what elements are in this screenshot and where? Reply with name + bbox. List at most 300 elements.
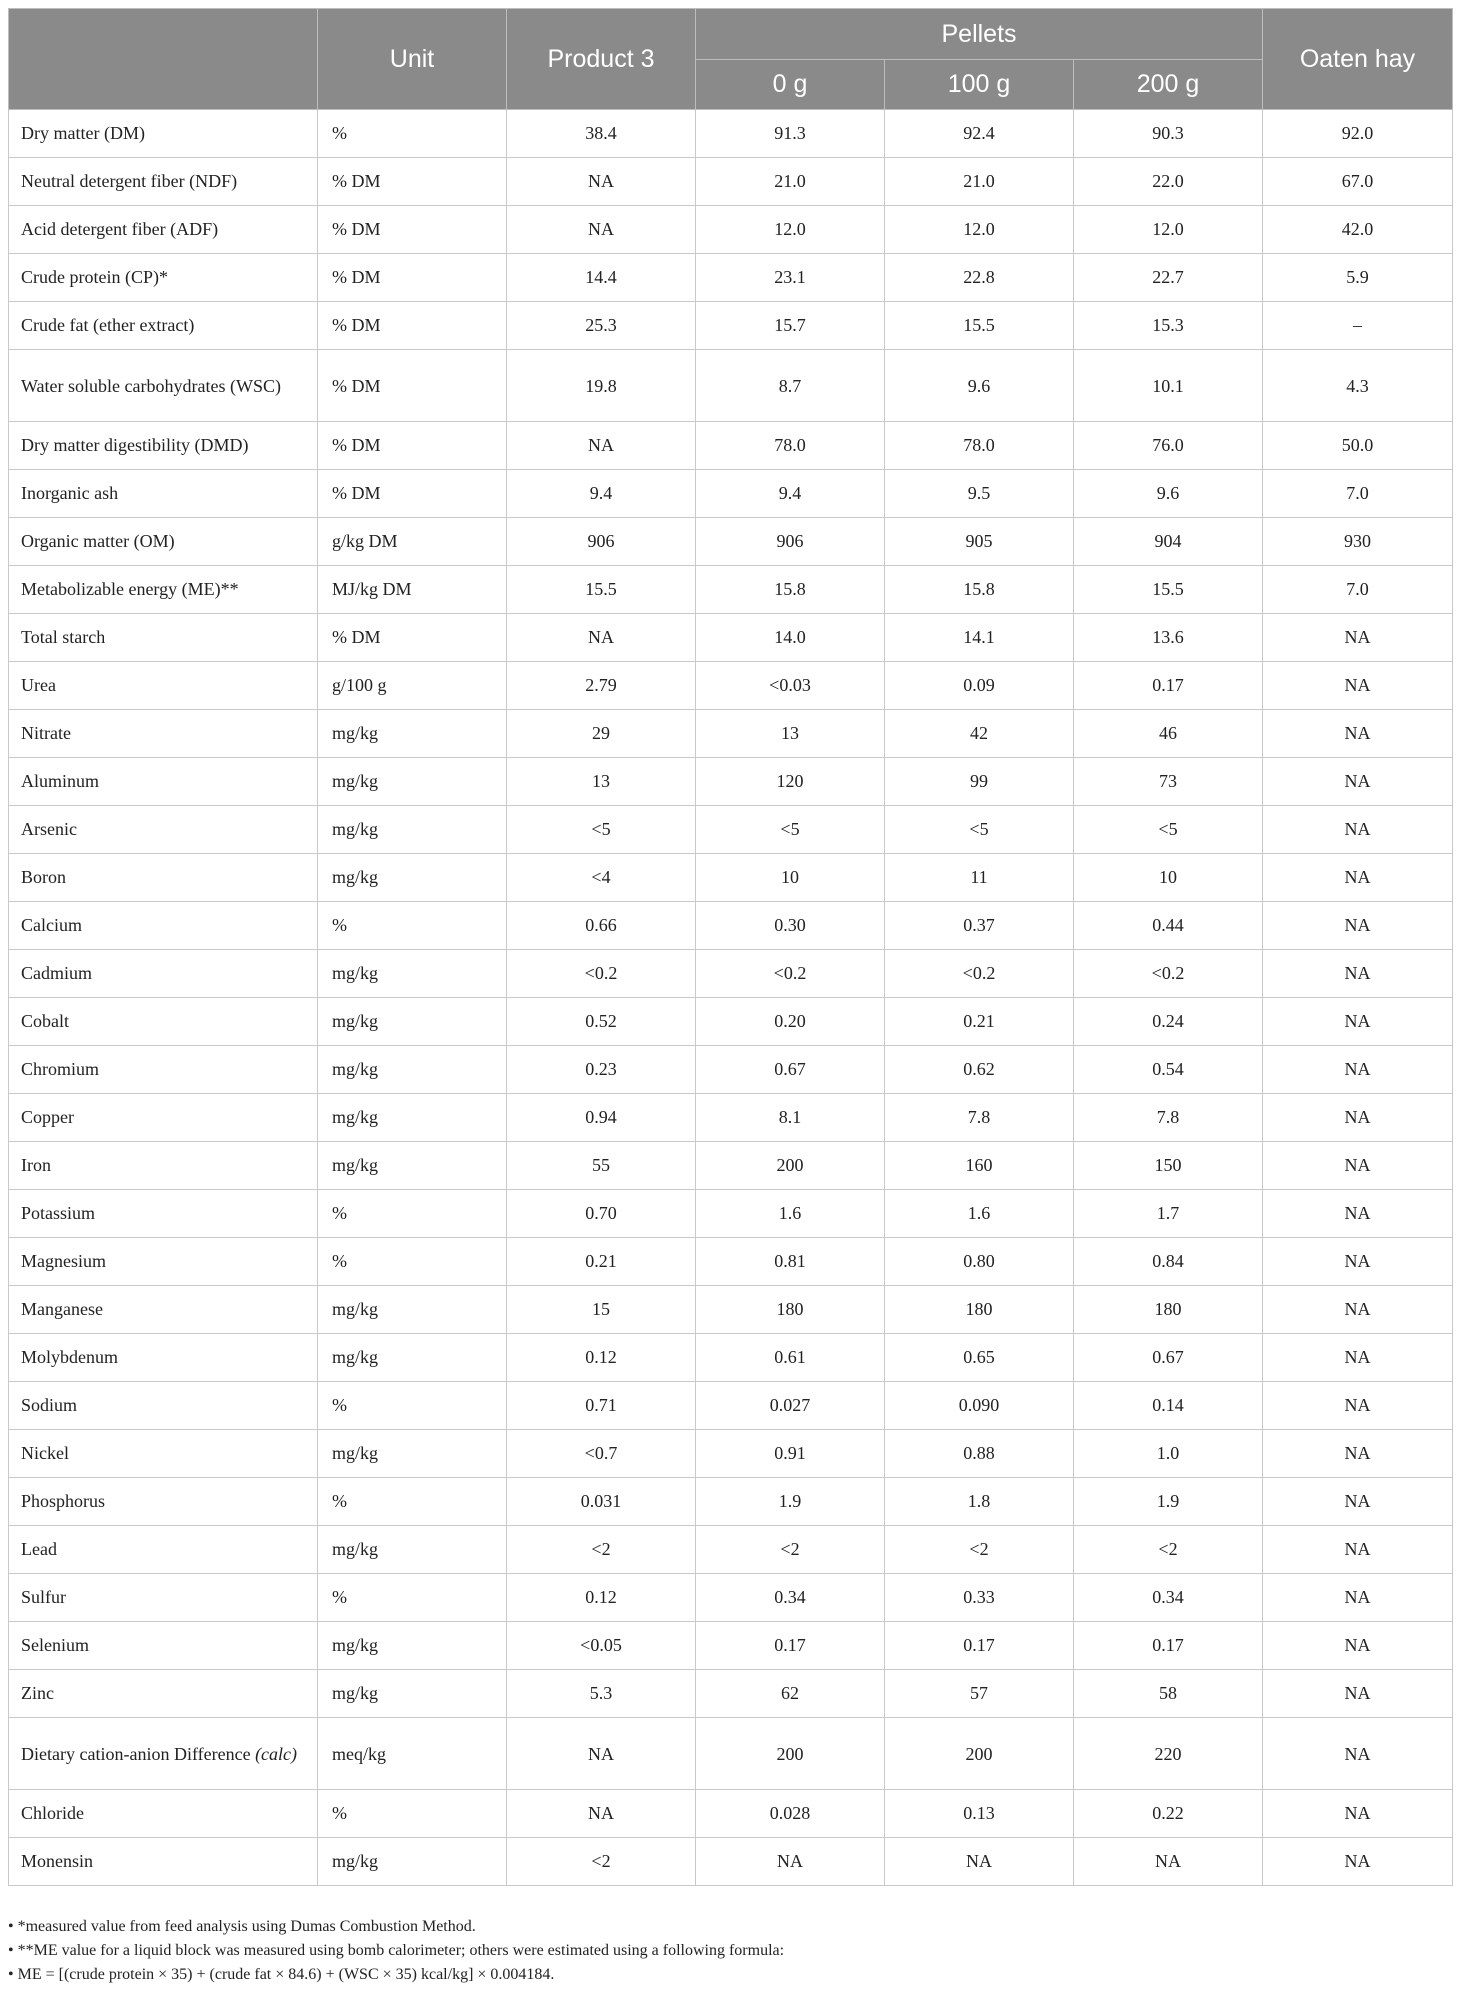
cell-product-3: 0.94: [507, 1094, 696, 1142]
table-row: [9, 662, 1453, 710]
cell-pellets-0g: <0.03: [696, 662, 885, 710]
cell-oaten-hay: NA: [1263, 1094, 1453, 1142]
cell-product-3: 14.4: [507, 254, 696, 302]
cell-oaten-hay: NA: [1263, 710, 1453, 758]
cell-unit: mg/kg: [318, 854, 507, 902]
cell-unit: mg/kg: [318, 998, 507, 1046]
cell-product-3: <0.2: [507, 950, 696, 998]
header-product-3: Product 3: [507, 9, 696, 110]
cell-product-3: 0.66: [507, 902, 696, 950]
cell-pellets-0g: <0.2: [696, 950, 885, 998]
cell-pellets-100g: 0.88: [885, 1430, 1074, 1478]
cell-pellets-0g: 23.1: [696, 254, 885, 302]
table-row: [9, 806, 1453, 854]
cell-pellets-0g: 91.3: [696, 110, 885, 158]
header-pellets-200g: 200 g: [1074, 60, 1263, 110]
cell-unit: mg/kg: [318, 1046, 507, 1094]
cell-pellets-100g: 0.17: [885, 1622, 1074, 1670]
cell-pellets-200g: 0.17: [1074, 662, 1263, 710]
cell-pellets-200g: 904: [1074, 518, 1263, 566]
cell-unit: mg/kg: [318, 758, 507, 806]
cell-pellets-200g: 7.8: [1074, 1094, 1263, 1142]
cell-parameter: Zinc: [9, 1670, 318, 1718]
cell-pellets-100g: 14.1: [885, 614, 1074, 662]
cell-unit: g/100 g: [318, 662, 507, 710]
cell-pellets-200g: 12.0: [1074, 206, 1263, 254]
cell-pellets-200g: 0.14: [1074, 1382, 1263, 1430]
cell-product-3: <5: [507, 806, 696, 854]
cell-pellets-200g: 150: [1074, 1142, 1263, 1190]
cell-pellets-100g: NA: [885, 1838, 1074, 1886]
cell-unit: meq/kg: [318, 1718, 507, 1790]
cell-oaten-hay: NA: [1263, 1574, 1453, 1622]
cell-pellets-200g: 180: [1074, 1286, 1263, 1334]
table-row: [9, 1526, 1453, 1574]
cell-pellets-200g: 15.5: [1074, 566, 1263, 614]
cell-parameter: Phosphorus: [9, 1478, 318, 1526]
cell-product-3: 38.4: [507, 110, 696, 158]
cell-pellets-200g: 22.7: [1074, 254, 1263, 302]
nutrient-composition-table: [8, 8, 1453, 1886]
cell-parameter: Dry matter (DM): [9, 110, 318, 158]
cell-pellets-100g: 0.65: [885, 1334, 1074, 1382]
cell-pellets-200g: 15.3: [1074, 302, 1263, 350]
cell-pellets-200g: 1.9: [1074, 1478, 1263, 1526]
table-row: [9, 110, 1453, 158]
cell-product-3: <4: [507, 854, 696, 902]
cell-pellets-0g: 0.20: [696, 998, 885, 1046]
cell-pellets-0g: <2: [696, 1526, 885, 1574]
cell-oaten-hay: 4.3: [1263, 350, 1453, 422]
cell-oaten-hay: NA: [1263, 1142, 1453, 1190]
cell-pellets-100g: 1.6: [885, 1190, 1074, 1238]
cell-oaten-hay: NA: [1263, 1430, 1453, 1478]
cell-oaten-hay: 67.0: [1263, 158, 1453, 206]
cell-parameter: Molybdenum: [9, 1334, 318, 1382]
cell-pellets-200g: 220: [1074, 1718, 1263, 1790]
table-row: [9, 1382, 1453, 1430]
cell-pellets-200g: 0.84: [1074, 1238, 1263, 1286]
table-row: [9, 710, 1453, 758]
cell-parameter: Potassium: [9, 1190, 318, 1238]
cell-pellets-0g: <5: [696, 806, 885, 854]
cell-oaten-hay: 930: [1263, 518, 1453, 566]
cell-pellets-200g: 10: [1074, 854, 1263, 902]
cell-pellets-100g: 0.37: [885, 902, 1074, 950]
table-row: [9, 1622, 1453, 1670]
cell-unit: mg/kg: [318, 1430, 507, 1478]
cell-pellets-100g: 42: [885, 710, 1074, 758]
cell-unit: %: [318, 110, 507, 158]
cell-product-3: 0.70: [507, 1190, 696, 1238]
cell-pellets-0g: 0.81: [696, 1238, 885, 1286]
cell-pellets-0g: 1.6: [696, 1190, 885, 1238]
table-row: [9, 1790, 1453, 1838]
cell-oaten-hay: NA: [1263, 662, 1453, 710]
cell-oaten-hay: NA: [1263, 950, 1453, 998]
cell-unit: mg/kg: [318, 1622, 507, 1670]
cell-oaten-hay: 50.0: [1263, 422, 1453, 470]
table-row: [9, 1430, 1453, 1478]
cell-parameter: Water soluble carbohydrates (WSC): [9, 350, 318, 422]
cell-product-3: 15: [507, 1286, 696, 1334]
cell-pellets-200g: 58: [1074, 1670, 1263, 1718]
cell-pellets-0g: 21.0: [696, 158, 885, 206]
cell-product-3: 9.4: [507, 470, 696, 518]
table-row: [9, 206, 1453, 254]
cell-oaten-hay: 42.0: [1263, 206, 1453, 254]
cell-pellets-100g: 12.0: [885, 206, 1074, 254]
cell-pellets-100g: 905: [885, 518, 1074, 566]
table-row: [9, 1334, 1453, 1382]
cell-pellets-200g: 73: [1074, 758, 1263, 806]
cell-parameter: Boron: [9, 854, 318, 902]
cell-oaten-hay: NA: [1263, 758, 1453, 806]
cell-pellets-100g: <0.2: [885, 950, 1074, 998]
cell-parameter: Crude fat (ether extract): [9, 302, 318, 350]
cell-pellets-100g: 0.090: [885, 1382, 1074, 1430]
table-row: [9, 1574, 1453, 1622]
cell-pellets-0g: 0.17: [696, 1622, 885, 1670]
cell-pellets-0g: 62: [696, 1670, 885, 1718]
cell-product-3: 0.21: [507, 1238, 696, 1286]
cell-pellets-0g: 0.61: [696, 1334, 885, 1382]
cell-oaten-hay: NA: [1263, 1046, 1453, 1094]
cell-unit: %: [318, 1382, 507, 1430]
cell-unit: mg/kg: [318, 1334, 507, 1382]
cell-pellets-200g: 13.6: [1074, 614, 1263, 662]
table-row: [9, 422, 1453, 470]
cell-unit: %: [318, 1574, 507, 1622]
cell-oaten-hay: NA: [1263, 1526, 1453, 1574]
cell-product-3: <2: [507, 1526, 696, 1574]
cell-pellets-200g: 22.0: [1074, 158, 1263, 206]
cell-product-3: 0.23: [507, 1046, 696, 1094]
cell-oaten-hay: NA: [1263, 1334, 1453, 1382]
cell-unit: % DM: [318, 254, 507, 302]
cell-product-3: NA: [507, 1718, 696, 1790]
cell-product-3: 0.12: [507, 1334, 696, 1382]
header-parameter: [9, 9, 318, 110]
cell-parameter: Inorganic ash: [9, 470, 318, 518]
cell-pellets-100g: 11: [885, 854, 1074, 902]
cell-unit: % DM: [318, 206, 507, 254]
cell-pellets-0g: 1.9: [696, 1478, 885, 1526]
table-row: [9, 1838, 1453, 1886]
cell-product-3: 0.52: [507, 998, 696, 1046]
cell-product-3: NA: [507, 158, 696, 206]
cell-pellets-100g: 15.5: [885, 302, 1074, 350]
cell-product-3: 55: [507, 1142, 696, 1190]
cell-pellets-200g: 76.0: [1074, 422, 1263, 470]
cell-parameter: Sulfur: [9, 1574, 318, 1622]
cell-parameter: Chloride: [9, 1790, 318, 1838]
cell-product-3: 29: [507, 710, 696, 758]
cell-pellets-0g: 15.8: [696, 566, 885, 614]
cell-pellets-100g: 180: [885, 1286, 1074, 1334]
cell-oaten-hay: NA: [1263, 1670, 1453, 1718]
cell-pellets-0g: 200: [696, 1142, 885, 1190]
cell-pellets-0g: 0.30: [696, 902, 885, 950]
cell-unit: mg/kg: [318, 710, 507, 758]
cell-pellets-100g: 160: [885, 1142, 1074, 1190]
cell-oaten-hay: NA: [1263, 1790, 1453, 1838]
table-row: [9, 950, 1453, 998]
cell-parameter: Urea: [9, 662, 318, 710]
cell-unit: mg/kg: [318, 950, 507, 998]
cell-pellets-0g: 180: [696, 1286, 885, 1334]
table-row: [9, 1718, 1453, 1790]
cell-oaten-hay: NA: [1263, 1838, 1453, 1886]
cell-oaten-hay: NA: [1263, 806, 1453, 854]
cell-unit: mg/kg: [318, 1142, 507, 1190]
cell-pellets-100g: 57: [885, 1670, 1074, 1718]
cell-unit: mg/kg: [318, 1670, 507, 1718]
cell-parameter: Lead: [9, 1526, 318, 1574]
table-row: [9, 1670, 1453, 1718]
header-oaten-hay: Oaten hay: [1263, 9, 1453, 110]
table-row: [9, 158, 1453, 206]
cell-pellets-0g: 906: [696, 518, 885, 566]
cell-pellets-100g: 92.4: [885, 110, 1074, 158]
cell-pellets-200g: 46: [1074, 710, 1263, 758]
cell-unit: % DM: [318, 158, 507, 206]
cell-product-3: 0.71: [507, 1382, 696, 1430]
cell-parameter: Iron: [9, 1142, 318, 1190]
cell-product-3: 5.3: [507, 1670, 696, 1718]
cell-unit: mg/kg: [318, 1094, 507, 1142]
cell-pellets-0g: 0.67: [696, 1046, 885, 1094]
footnote-formula: • ME = [(crude protein × 35) + (crude fat × 84.6) + (WSC × 35) kcal/kg] × 0.004184.: [8, 1966, 555, 1983]
table-row: [9, 758, 1453, 806]
cell-parameter: Aluminum: [9, 758, 318, 806]
cell-oaten-hay: 7.0: [1263, 566, 1453, 614]
cell-pellets-0g: 8.7: [696, 350, 885, 422]
cell-unit: % DM: [318, 422, 507, 470]
cell-pellets-0g: 200: [696, 1718, 885, 1790]
cell-oaten-hay: NA: [1263, 1718, 1453, 1790]
table-row: [9, 1142, 1453, 1190]
cell-unit: % DM: [318, 614, 507, 662]
cell-parameter: Copper: [9, 1094, 318, 1142]
cell-parameter: Crude protein (CP)*: [9, 254, 318, 302]
cell-pellets-0g: 12.0: [696, 206, 885, 254]
cell-unit: g/kg DM: [318, 518, 507, 566]
cell-product-3: 15.5: [507, 566, 696, 614]
cell-product-3: <0.7: [507, 1430, 696, 1478]
cell-pellets-100g: 0.62: [885, 1046, 1074, 1094]
cell-product-3: 13: [507, 758, 696, 806]
table-row: [9, 902, 1453, 950]
cell-parameter: Neutral detergent fiber (NDF): [9, 158, 318, 206]
cell-unit: %: [318, 1478, 507, 1526]
cell-pellets-100g: 0.33: [885, 1574, 1074, 1622]
cell-oaten-hay: NA: [1263, 1622, 1453, 1670]
cell-parameter: Arsenic: [9, 806, 318, 854]
table-body: [9, 110, 1453, 1886]
cell-unit: mg/kg: [318, 1838, 507, 1886]
cell-pellets-0g: 0.91: [696, 1430, 885, 1478]
cell-pellets-100g: 78.0: [885, 422, 1074, 470]
cell-pellets-200g: <0.2: [1074, 950, 1263, 998]
table-row: [9, 518, 1453, 566]
table-row: [9, 1478, 1453, 1526]
cell-pellets-200g: 0.34: [1074, 1574, 1263, 1622]
cell-pellets-100g: 0.09: [885, 662, 1074, 710]
cell-parameter: Dietary cation-anion Difference (calc): [9, 1718, 318, 1790]
cell-pellets-0g: 13: [696, 710, 885, 758]
cell-oaten-hay: NA: [1263, 854, 1453, 902]
cell-pellets-100g: 22.8: [885, 254, 1074, 302]
cell-pellets-200g: <5: [1074, 806, 1263, 854]
cell-pellets-100g: 9.5: [885, 470, 1074, 518]
cell-unit: %: [318, 1238, 507, 1286]
cell-pellets-0g: 78.0: [696, 422, 885, 470]
cell-parameter: Magnesium: [9, 1238, 318, 1286]
cell-oaten-hay: –: [1263, 302, 1453, 350]
footnote-me: • **ME value for a liquid block was measured using bomb calorimeter; others were estimated using a following formula:: [8, 1942, 785, 1959]
cell-pellets-100g: 7.8: [885, 1094, 1074, 1142]
cell-pellets-0g: 0.028: [696, 1790, 885, 1838]
cell-pellets-100g: 1.8: [885, 1478, 1074, 1526]
cell-parameter: Nickel: [9, 1430, 318, 1478]
cell-pellets-200g: 9.6: [1074, 470, 1263, 518]
cell-pellets-100g: <2: [885, 1526, 1074, 1574]
cell-oaten-hay: NA: [1263, 902, 1453, 950]
cell-unit: mg/kg: [318, 806, 507, 854]
cell-pellets-100g: 15.8: [885, 566, 1074, 614]
cell-pellets-200g: <2: [1074, 1526, 1263, 1574]
table-row: [9, 614, 1453, 662]
table-row: [9, 470, 1453, 518]
cell-pellets-100g: 0.80: [885, 1238, 1074, 1286]
cell-oaten-hay: NA: [1263, 1190, 1453, 1238]
cell-pellets-0g: NA: [696, 1838, 885, 1886]
cell-parameter: Cobalt: [9, 998, 318, 1046]
cell-product-3: NA: [507, 422, 696, 470]
cell-oaten-hay: NA: [1263, 1478, 1453, 1526]
cell-pellets-0g: 0.34: [696, 1574, 885, 1622]
cell-product-3: NA: [507, 1790, 696, 1838]
cell-parameter: Sodium: [9, 1382, 318, 1430]
cell-pellets-200g: NA: [1074, 1838, 1263, 1886]
cell-oaten-hay: NA: [1263, 1238, 1453, 1286]
table-row: [9, 1286, 1453, 1334]
cell-pellets-100g: 99: [885, 758, 1074, 806]
cell-unit: mg/kg: [318, 1526, 507, 1574]
cell-parameter: Selenium: [9, 1622, 318, 1670]
header-unit: Unit: [318, 9, 507, 110]
cell-product-3: <0.05: [507, 1622, 696, 1670]
cell-pellets-200g: 0.44: [1074, 902, 1263, 950]
cell-pellets-100g: 0.21: [885, 998, 1074, 1046]
cell-oaten-hay: NA: [1263, 1286, 1453, 1334]
cell-pellets-100g: 21.0: [885, 158, 1074, 206]
cell-parameter: Organic matter (OM): [9, 518, 318, 566]
cell-pellets-200g: 0.17: [1074, 1622, 1263, 1670]
cell-unit: %: [318, 1790, 507, 1838]
cell-product-3: NA: [507, 614, 696, 662]
cell-pellets-100g: 9.6: [885, 350, 1074, 422]
table-row: [9, 998, 1453, 1046]
table-header: [9, 9, 1453, 110]
cell-product-3: 0.031: [507, 1478, 696, 1526]
cell-oaten-hay: 92.0: [1263, 110, 1453, 158]
table-row: [9, 1046, 1453, 1094]
cell-unit: %: [318, 902, 507, 950]
cell-pellets-100g: 200: [885, 1718, 1074, 1790]
cell-product-3: 2.79: [507, 662, 696, 710]
cell-oaten-hay: NA: [1263, 1382, 1453, 1430]
cell-pellets-0g: 9.4: [696, 470, 885, 518]
footnote-cp: • *measured value from feed analysis using Dumas Combustion Method.: [8, 1918, 476, 1935]
cell-parameter: Cadmium: [9, 950, 318, 998]
nutrient-table-container: [8, 8, 1452, 1886]
cell-unit: % DM: [318, 302, 507, 350]
cell-oaten-hay: 5.9: [1263, 254, 1453, 302]
cell-pellets-200g: 90.3: [1074, 110, 1263, 158]
cell-parameter: Manganese: [9, 1286, 318, 1334]
cell-pellets-100g: 0.13: [885, 1790, 1074, 1838]
cell-pellets-200g: 0.67: [1074, 1334, 1263, 1382]
cell-pellets-0g: 8.1: [696, 1094, 885, 1142]
cell-oaten-hay: 7.0: [1263, 470, 1453, 518]
cell-unit: MJ/kg DM: [318, 566, 507, 614]
table-row: [9, 566, 1453, 614]
cell-pellets-200g: 0.22: [1074, 1790, 1263, 1838]
cell-pellets-200g: 1.7: [1074, 1190, 1263, 1238]
cell-product-3: 19.8: [507, 350, 696, 422]
cell-pellets-200g: 10.1: [1074, 350, 1263, 422]
header-pellets-100g: 100 g: [885, 60, 1074, 110]
cell-pellets-0g: 0.027: [696, 1382, 885, 1430]
cell-pellets-0g: 120: [696, 758, 885, 806]
cell-unit: %: [318, 1190, 507, 1238]
cell-pellets-0g: 10: [696, 854, 885, 902]
cell-pellets-200g: 0.24: [1074, 998, 1263, 1046]
table-row: [9, 302, 1453, 350]
cell-unit: % DM: [318, 350, 507, 422]
cell-product-3: <2: [507, 1838, 696, 1886]
cell-unit: % DM: [318, 470, 507, 518]
table-row: [9, 854, 1453, 902]
table-row: [9, 1238, 1453, 1286]
table-row: [9, 350, 1453, 422]
cell-product-3: NA: [507, 206, 696, 254]
cell-oaten-hay: NA: [1263, 614, 1453, 662]
cell-parameter: Acid detergent fiber (ADF): [9, 206, 318, 254]
cell-parameter: Monensin: [9, 1838, 318, 1886]
cell-pellets-0g: 14.0: [696, 614, 885, 662]
table-row: [9, 254, 1453, 302]
cell-pellets-200g: 1.0: [1074, 1430, 1263, 1478]
cell-oaten-hay: NA: [1263, 998, 1453, 1046]
cell-product-3: 25.3: [507, 302, 696, 350]
cell-product-3: 0.12: [507, 1574, 696, 1622]
cell-parameter: Nitrate: [9, 710, 318, 758]
cell-parameter: Total starch: [9, 614, 318, 662]
cell-parameter: Dry matter digestibility (DMD): [9, 422, 318, 470]
table-row: [9, 1094, 1453, 1142]
table-footnotes: [8, 1915, 1452, 1987]
header-pellets-0g: 0 g: [696, 60, 885, 110]
cell-unit: mg/kg: [318, 1286, 507, 1334]
cell-parameter: Chromium: [9, 1046, 318, 1094]
cell-parameter: Metabolizable energy (ME)**: [9, 566, 318, 614]
cell-pellets-0g: 15.7: [696, 302, 885, 350]
cell-parameter: Calcium: [9, 902, 318, 950]
cell-pellets-200g: 0.54: [1074, 1046, 1263, 1094]
